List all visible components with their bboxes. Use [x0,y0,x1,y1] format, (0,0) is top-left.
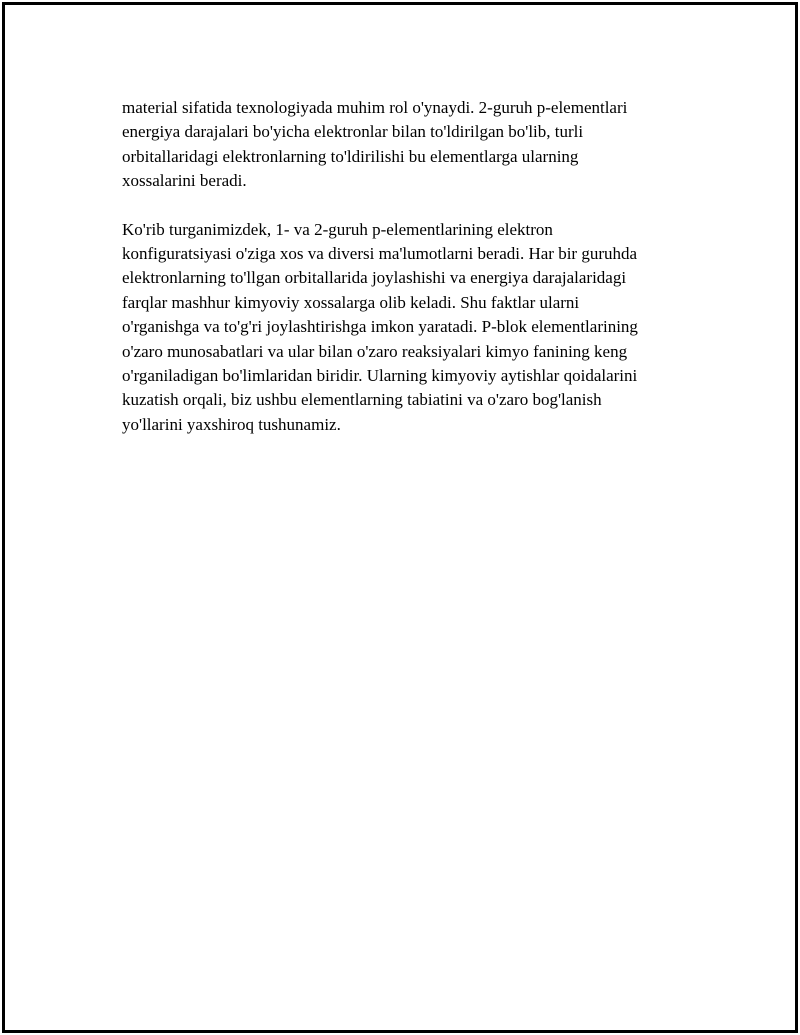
paragraph-1 [122,96,692,194]
text-line: xossalarini beradi. [122,171,247,191]
text-line: kuzatish orqali, biz ushbu elementlarning tabiatini va o'zaro bog'lanish [122,390,602,410]
text-line: Ko'rib turganimizdek, 1- va 2-guruh p-elementlarining elektron [122,219,553,239]
page-content [122,96,692,437]
text-line: material sifatida texnologiyada muhim rol o'ynaydi. 2-guruh p-elementlari [122,98,628,117]
text-line: elektronlarning to'llgan orbitallarida joylashishi va energiya darajalaridagi [122,268,627,288]
text-line: farqlar mashhur kimyoviy xossalarga olib keladi. Shu faktlar ularni [122,292,580,312]
text-line: yo'llarini yaxshiroq tushunamiz. [122,414,341,434]
text-line: orbitallaridagi elektronlarning to'ldirilishi bu elementlarga ularning [122,146,579,166]
text-line: o'zaro munosabatlari va ular bilan o'zaro reaksiyalari kimyo fanining keng [122,341,628,361]
page-frame [2,2,798,1033]
text-line: energiya darajalari bo'yicha elektronlar bilan to'ldirilgan bo'lib, turli [122,122,584,142]
text-line: konfiguratsiyasi o'ziga xos va diversi ma'lumotlarni beradi. Har bir guruhda [122,244,638,264]
paragraph-2 [122,218,692,438]
text-line: o'rganiladigan bo'limlaridan biridir. Ularning kimyoviy aytishlar qoidalarini [122,366,638,386]
text-line: o'rganishga va to'g'ri joylashtirishga imkon yaratadi. P-blok elementlarining [122,317,638,337]
